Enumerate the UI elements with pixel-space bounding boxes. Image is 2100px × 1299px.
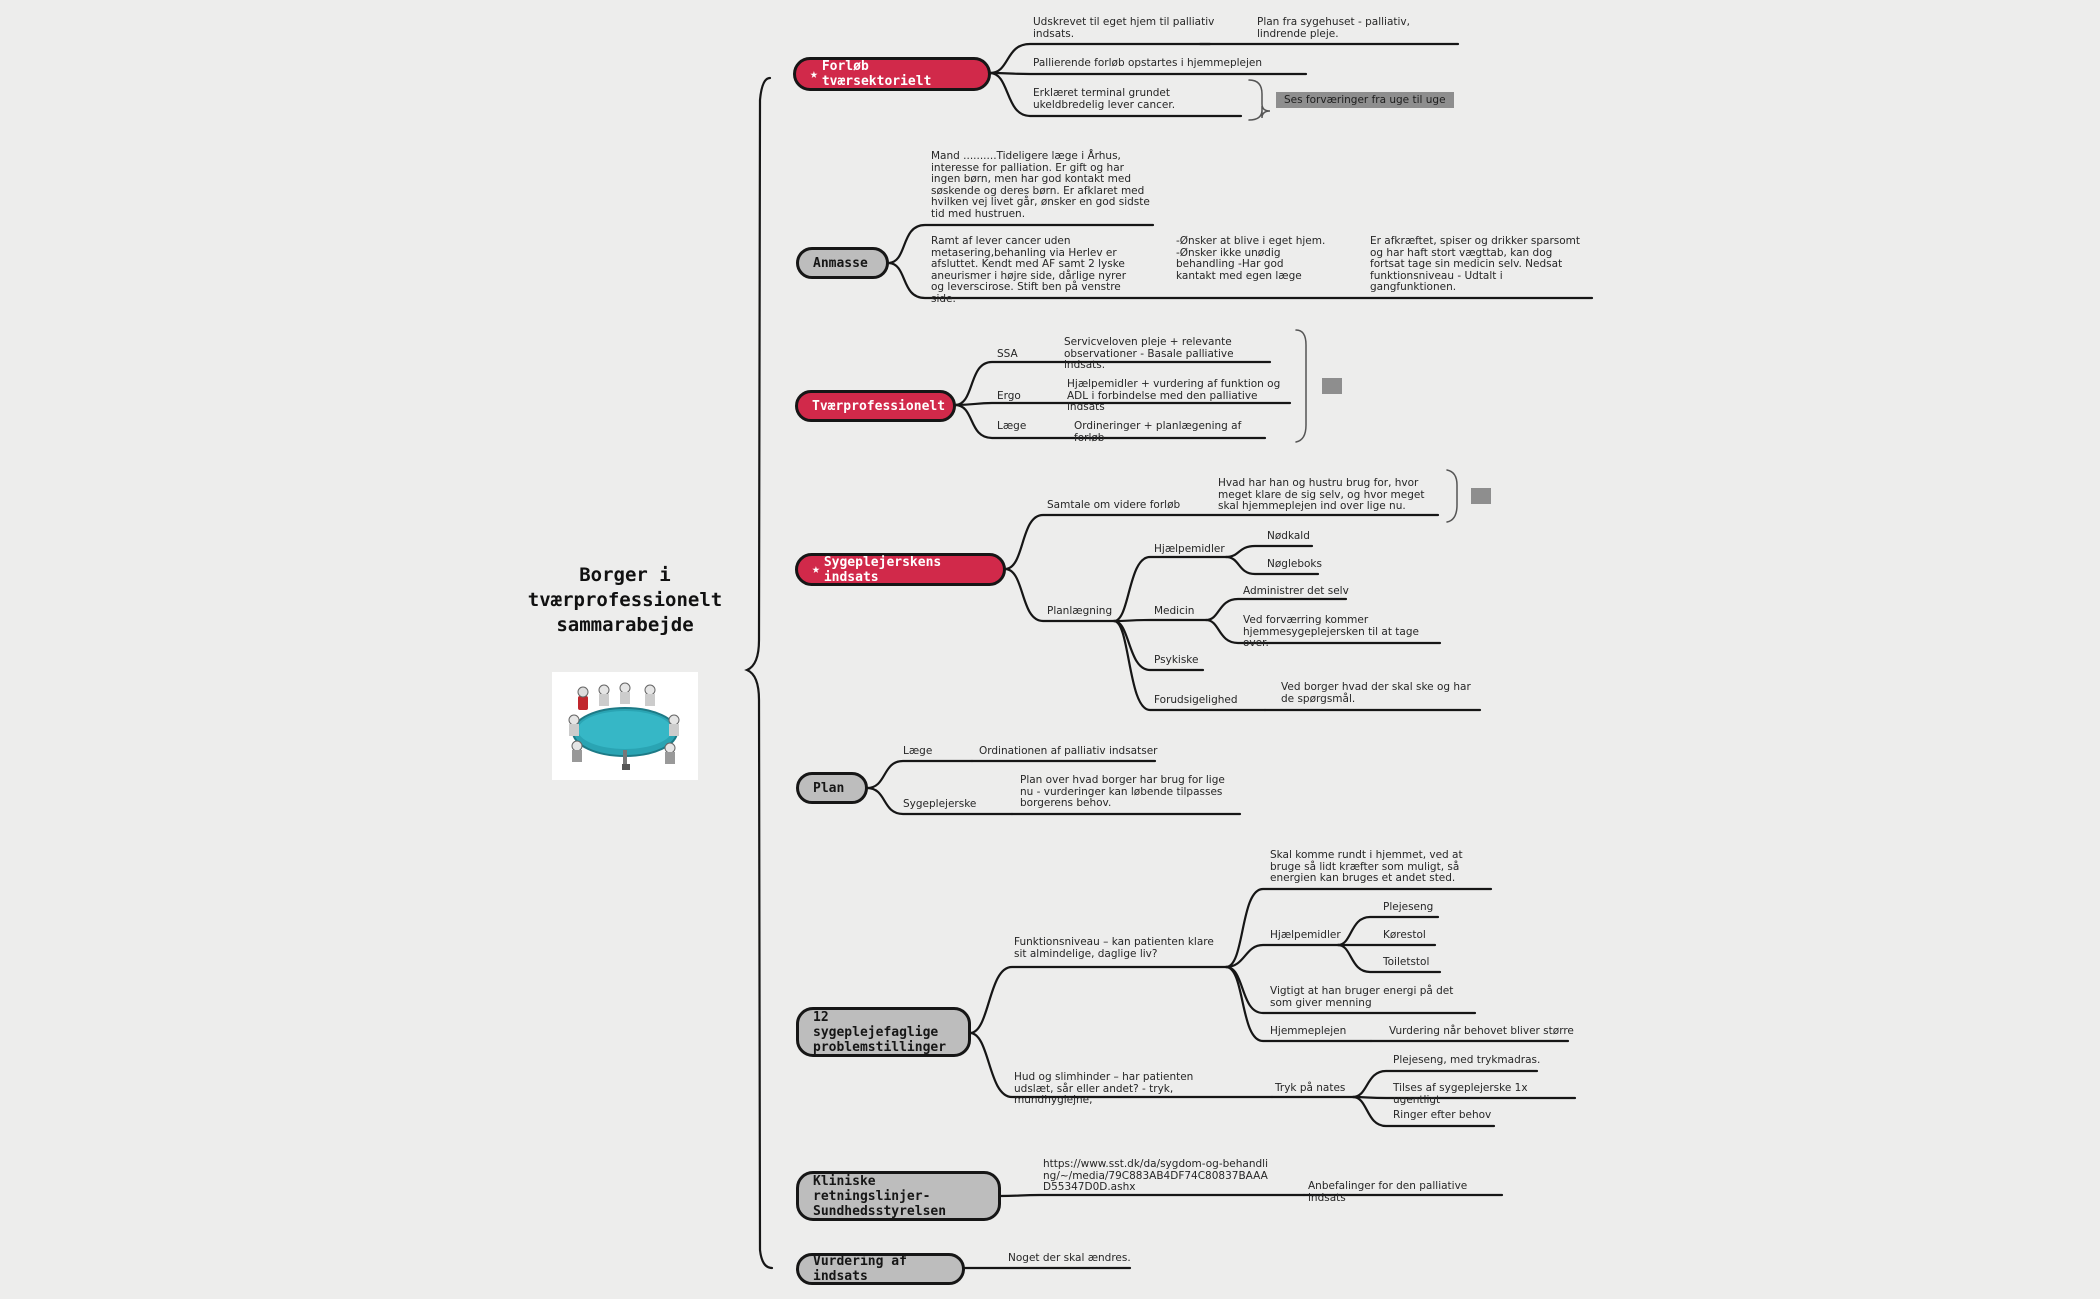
topic-label: Plan <box>813 780 845 796</box>
topic-vurdering-af-indsats[interactable] <box>796 1253 965 1285</box>
problem-tryk-plejeseng[interactable]: Plejeseng, med trykmadras. <box>1393 1054 1541 1066</box>
topic-sygeplejerskens-indsats[interactable] <box>795 553 1006 586</box>
sygepl-nogleboks[interactable]: Nøgleboks <box>1267 558 1322 570</box>
vurdering-text[interactable]: Noget der skal ændres. <box>1008 1252 1131 1264</box>
problem-hjemmepleje-text[interactable]: Vurdering når behovet bliver større <box>1389 1025 1574 1037</box>
sygepl-administrer[interactable]: Administrer det selv <box>1243 585 1349 597</box>
tvaer-label-laege[interactable]: Læge <box>997 420 1027 432</box>
problem-hud[interactable]: Hud og slimhinder – har patienten udslæt, sår eller andet? - tryk, mundhygiejne, <box>1014 1071 1194 1107</box>
forlob-item-udskrevet[interactable]: Udskrevet til eget hjem til palliativ indsats. <box>1033 16 1215 40</box>
topic-kliniske-retningslinjer[interactable] <box>796 1171 1001 1221</box>
problem-funktionsniveau[interactable]: Funktionsniveau – kan patienten klare sit almindelige, daglige liv? <box>1014 936 1214 960</box>
sygepl-nodkald[interactable]: Nødkald <box>1267 530 1310 542</box>
topic-label: Forløb tværsektorielt <box>821 59 932 89</box>
topic-12-problemstillinger[interactable] <box>796 1007 971 1057</box>
meeting-illustration <box>552 672 698 780</box>
topic-label: Vurdering af indsats <box>813 1254 907 1284</box>
problem-toiletstol[interactable]: Toiletstol <box>1383 956 1430 968</box>
klinisk-anbefalinger[interactable]: Anbefalinger for den palliative indsats <box>1308 1180 1468 1204</box>
plan-laege[interactable]: Læge <box>903 745 933 757</box>
topic-plan[interactable] <box>796 772 868 804</box>
topic-label: Tværprofessionelt <box>812 398 946 414</box>
star-icon: ★ <box>810 66 818 82</box>
anamnese-afkraeftet[interactable]: Er afkræftet, spiser og drikker sparsomt og har haft stort vægttab, kan dog fortsat tage sin medicin selv. Nedsat funktionsniveau - Udtalt i gangfunktionen. <box>1370 235 1580 294</box>
topic-label: Anmasse <box>813 255 868 271</box>
root-title-line3: sammarabejde <box>556 614 694 636</box>
problem-energi[interactable]: Vigtigt at han bruger energi på det som giver menning <box>1270 985 1454 1009</box>
root-topic[interactable] <box>515 563 735 638</box>
sygepl-forudsigelighed[interactable]: Forudsigelighed <box>1154 694 1238 706</box>
problem-plejeseng[interactable]: Plejeseng <box>1383 901 1434 913</box>
collapsed-note-icon[interactable] <box>1322 378 1342 394</box>
problem-funk-text[interactable]: Skal komme rundt i hjemmet, ved at bruge så lidt kræfter som muligt, så energien kan bruges et andet sted. <box>1270 849 1463 885</box>
problem-hjemmeplejen[interactable]: Hjemmeplejen <box>1270 1025 1347 1037</box>
problem-tryk-ringer[interactable]: Ringer efter behov <box>1393 1109 1492 1121</box>
anamnese-mand[interactable]: Mand ..........Tideligere læge i Århus, interesse for palliation. Er gift og har ingen børn, men har god kontakt med søskende og deres børn. Er afklaret med hvilken vej livet går, ønsker en god sidste tid med hustruen. <box>931 150 1150 220</box>
sygepl-psykiske[interactable]: Psykiske <box>1154 654 1199 666</box>
plan-laege-text[interactable]: Ordinationen af palliativ indsatser <box>979 745 1158 757</box>
sygepl-medicin[interactable]: Medicin <box>1154 605 1195 617</box>
sygepl-hjaelpemidler[interactable]: Hjælpemidler <box>1154 543 1225 555</box>
collapsed-note-icon[interactable] <box>1471 488 1491 504</box>
anamnese-onsker[interactable]: -Ønsker at blive i eget hjem. -Ønsker ikke unødig behandling -Har god kantakt med egen læge <box>1176 235 1326 282</box>
problem-tryk[interactable]: Tryk på nates <box>1275 1082 1346 1094</box>
forlob-item-plan-sygehus[interactable]: Plan fra sygehuset - palliativ, lindrende pleje. <box>1257 16 1410 40</box>
tvaer-text-ergo[interactable]: Hjælpemidler + vurdering af funktion og ADL i forbindelse med den palliative indsats <box>1067 378 1281 414</box>
topic-forlob-tvaersektorielt[interactable] <box>793 57 991 91</box>
sygepl-samtale-text[interactable]: Hvad har han og hustru brug for, hvor meget klare de sig selv, og hvor meget skal hjemmeplejen ind over lige nu. <box>1218 477 1425 513</box>
problem-korestol[interactable]: Kørestol <box>1383 929 1426 941</box>
topic-anamnese[interactable] <box>796 247 889 279</box>
root-title-line1: Borger i <box>579 564 671 586</box>
sygepl-planlaegning[interactable]: Planlægning <box>1047 605 1113 617</box>
tvaer-label-ssa[interactable]: SSA <box>997 348 1018 360</box>
topic-label: Sygeplejerskens indsats <box>823 554 942 585</box>
anamnese-cancer[interactable]: Ramt af lever cancer uden metasering,behanling via Herlev er afsluttet. Kendt med AF samt 2 lyske aneurismer i højre side, dårlige nyrer og leverscirose. Stift ben på venstre side. <box>931 235 1127 305</box>
root-title-line2: tværprofessionelt <box>527 589 723 611</box>
star-icon: ★ <box>812 562 820 577</box>
forlob-item-pallierende[interactable]: Pallierende forløb opstartes i hjemmeplejen <box>1033 57 1263 69</box>
plan-sygeplejerske[interactable]: Sygeplejerske <box>903 798 977 810</box>
plan-sygepl-text[interactable]: Plan over hvad borger har brug for lige nu - vurderinger kan løbende tilpasses borgerens behov. <box>1020 774 1225 810</box>
topic-label: 12 sygeplejefaglige problemstillinger <box>813 1009 947 1055</box>
tvaer-text-laege[interactable]: Ordineringer + planlægening af forløb <box>1074 420 1242 444</box>
topic-label: Kliniske retningslinjer-Sundhedsstyrelsen <box>813 1173 947 1219</box>
topic-tvaerprofessionelt[interactable] <box>795 390 956 422</box>
forlob-item-terminal[interactable]: Erklæret terminal grundet ukeldbredelig lever cancer. <box>1033 87 1176 111</box>
klinisk-url-link[interactable]: https://www.sst.dk/da/sygdom-og-behandling/~/media/79C883AB4DF74C80837BAAAD55347D0D.ashx <box>1043 1158 1268 1194</box>
problem-tryk-tilses[interactable]: Tilses af sygeplejerske 1x ugentligt <box>1393 1082 1528 1106</box>
forlob-summary-tag[interactable]: Ses forværinger fra uge til uge <box>1276 92 1454 108</box>
tvaer-label-ergo[interactable]: Ergo <box>997 390 1021 402</box>
sygepl-samtale[interactable]: Samtale om videre forløb <box>1047 499 1181 511</box>
sygepl-forvaerring[interactable]: Ved forværring kommer hjemmesygeplejersken til at tage over. <box>1243 614 1419 650</box>
tvaer-text-ssa[interactable]: Servicveloven pleje + relevante observationer - Basale palliative indsats. <box>1064 336 1234 372</box>
sygepl-forudsig-text[interactable]: Ved borger hvad der skal ske og har de spørgsmål. <box>1281 681 1471 705</box>
problem-hjaelpemidler[interactable]: Hjælpemidler <box>1270 929 1341 941</box>
